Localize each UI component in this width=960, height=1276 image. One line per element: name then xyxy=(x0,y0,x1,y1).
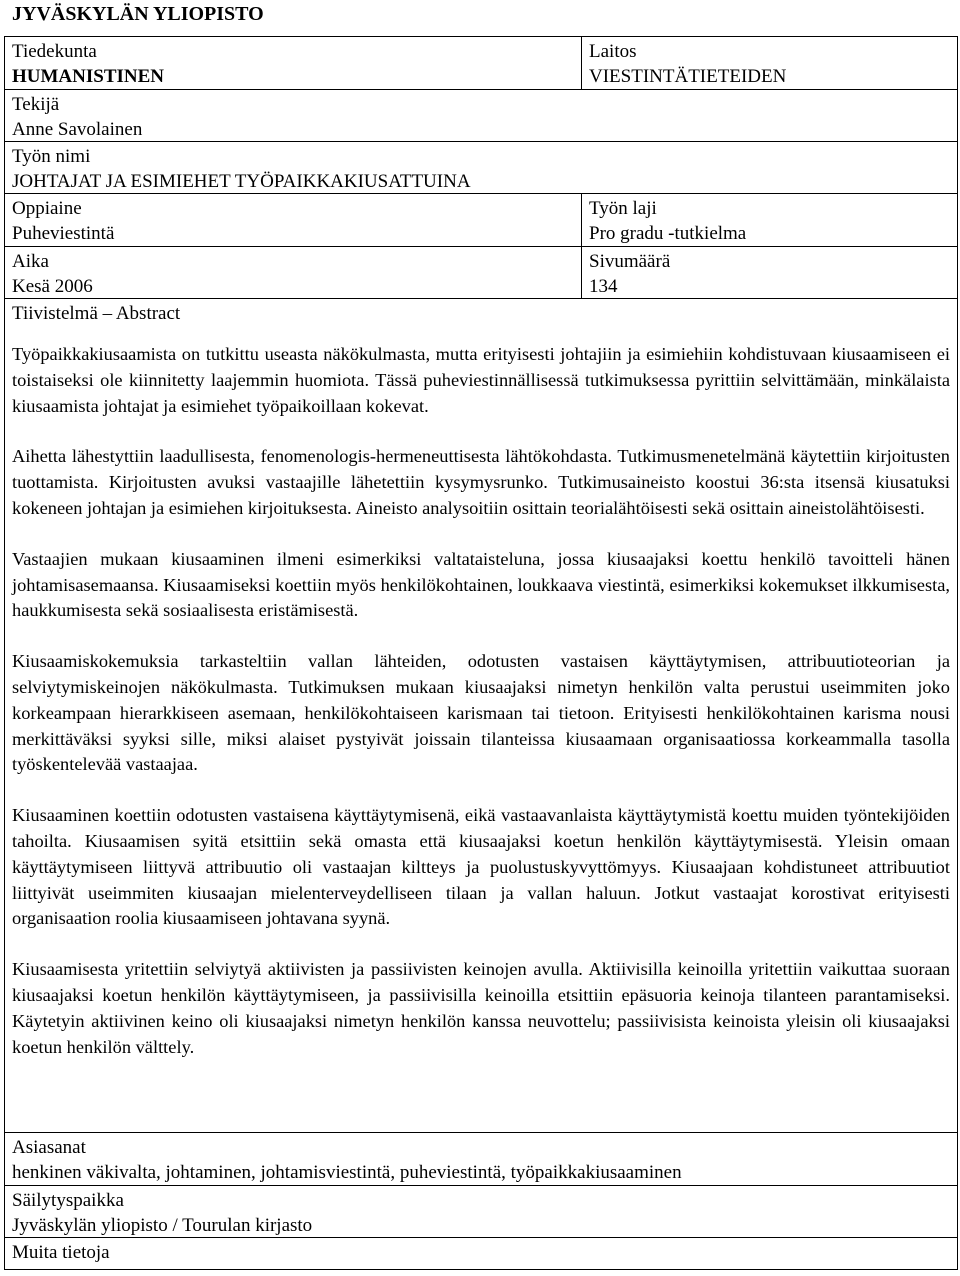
author-value: Anne Savolainen xyxy=(12,119,143,140)
faculty-value: HUMANISTINEN xyxy=(12,66,165,87)
storage-section xyxy=(5,1185,957,1237)
faculty-label: Tiedekunta xyxy=(12,41,97,62)
title-label: Työn nimi xyxy=(12,146,91,167)
worktype-value: Pro gradu -tutkielma xyxy=(589,223,747,244)
abstract-body xyxy=(5,342,957,1060)
keywords-section xyxy=(5,1132,957,1185)
department-label: Laitos xyxy=(589,41,637,62)
department-value: VIESTINTÄTIETEIDEN xyxy=(589,66,787,87)
author-row xyxy=(5,90,957,142)
date-cell xyxy=(5,247,582,298)
faculty-department-row xyxy=(5,37,957,90)
title-value: JOHTAJAT JA ESIMIEHET TYÖPAIKKAKIUSATTUINA xyxy=(12,171,471,192)
title-cell xyxy=(5,142,582,193)
pages-cell xyxy=(582,247,957,298)
abstract-paragraph: Työpaikkakiusaamista on tutkittu useasta näkökulmasta, mutta erityisesti johtajiin ja esimiehiin kohdistuvaan kiusaamiseen ei toistaiseksi ole kiinnitetty laajemmin huomiota. Tässä puheviestinnällisessä tutkimuksessa pyrittiin selvittämään, minkälaista kiusaamista johtajat ja esimiehet työpaikoillaan kokevat. xyxy=(12,344,950,416)
abstract-paragraph: Kiusaamiskokemuksia tarkasteltiin vallan lähteiden, odotusten vastaisen käyttäytymisen, attribuutioteorian ja selviytymiskeinojen näkökulmasta. Tutkimuksen mukaan kiusaajaksi nimetyn henkilön valta perustui useimmiten joko korkeampaan hierarkkiseen asemaan, henkilökohtaiseen karismaan tai tietoon. Erityisesti henkilökohtainen karisma nousi merkittäväksi syyksi sille, miksi alaiset pystyivät joissain tilanteissa kiusaamaan organisaatiossa korkeammalla tasolla työskentelevää vastaajaa. xyxy=(12,651,950,775)
subject-cell xyxy=(5,194,582,246)
subject-value: Puheviestintä xyxy=(12,223,115,244)
date-pages-row xyxy=(5,247,957,299)
title-row xyxy=(5,142,957,194)
abstract-label: Tiivistelmä – Abstract xyxy=(12,303,181,324)
storage-label: Säilytyspaikka xyxy=(12,1190,124,1211)
department-cell xyxy=(582,37,957,89)
keywords-label: Asiasanat xyxy=(12,1137,86,1158)
author-cell xyxy=(5,90,957,141)
keywords-value: henkinen väkivalta, johtaminen, johtamisviestintä, puheviestintä, työpaikkakiusaaminen xyxy=(12,1162,682,1183)
subject-worktype-row xyxy=(5,194,957,247)
storage-value: Jyväskylän yliopisto / Tourulan kirjasto xyxy=(12,1215,313,1236)
faculty-cell xyxy=(5,37,582,89)
university-heading: JYVÄSKYLÄN YLIOPISTO xyxy=(12,3,264,25)
abstract-paragraph: Vastaajien mukaan kiusaaminen ilmeni esimerkiksi valtataisteluna, jossa kiusaajaksi koettu henkilö tavoitteli hänen johtamisasemaansa. Kiusaamiseksi koettiin myös henkilökohtainen, loukkaava viestintä, esimerkiksi kokemukset ilkkumisesta, haukkumisesta sekä sosiaalisesta eristämisestä. xyxy=(12,548,950,621)
date-label: Aika xyxy=(12,251,49,272)
subject-label: Oppiaine xyxy=(12,198,82,219)
pages-label: Sivumäärä xyxy=(589,251,671,272)
date-value: Kesä 2006 xyxy=(12,276,93,297)
other-info-label: Muita tietoja xyxy=(12,1242,110,1263)
abstract-paragraph: Aihetta lähestyttiin laadullisesta, fenomenologis-hermeneuttisesta lähtökohdasta. Tutkimusmenetelmänä käytettiin kirjoitusten tuottamista. Kirjoitusten avuksi vastaajille lähetettiin kysymysrunko. Tutkimusaineisto koostui 36:sta itsensä kiusatuksi kokeneen johtajan ja esimiehen kirjoituksesta. Aineisto analysoitiin osittain teorialähtöisesti sekä osittain aineistolähtöisesti. xyxy=(12,446,950,518)
other-info-section xyxy=(5,1237,957,1270)
author-label: Tekijä xyxy=(12,94,60,115)
abstract-form xyxy=(4,36,958,1270)
abstract-paragraph: Kiusaamisesta yritettiin selviytyä aktiivisten ja passiivisten keinojen avulla. Aktiivisilla keinoilla yritettiin vaikuttaa suoraan kiusaajaksi koetun henkilön käyttäytymiseen, ja passiivisilla keinoilla etsittiin epäsuoria keinoja tilanteen parantamiseksi. Käytetyin aktiivinen keino oli kiusaajaksi nimetyn henkilön kanssa neuvottelu; passiivisista keinoista yleisin oli kiusaajaksi koetun henkilön välttely. xyxy=(12,959,950,1057)
abstract-paragraph: Kiusaaminen koettiin odotusten vastaisena käyttäytymisenä, eikä vastaavanlaista käyttäytymistä koettu muiden työntekijöiden tahoilta. Kiusaamisen syitä etsittiin sekä omasta että kiusaajaksi koetun henkilön käyttäytymisestä. Yleisin omaan käyttäytymiseen liittyvä attribuutio oli vastaajan kiltteys ja puolustuskyvyttömyys. Kiusaajaan kohdistuneet attribuutiot liittyivät useimmiten kiusaajan mielenterveydelliseen tilaan ja vallan haluun. Jotkut vastaajat korostivat erityisesti organisaation roolia kiusaamiseen johtavana syynä. xyxy=(12,805,950,929)
worktype-label: Työn laji xyxy=(589,198,657,219)
pages-value: 134 xyxy=(589,276,618,297)
worktype-cell xyxy=(582,194,957,246)
